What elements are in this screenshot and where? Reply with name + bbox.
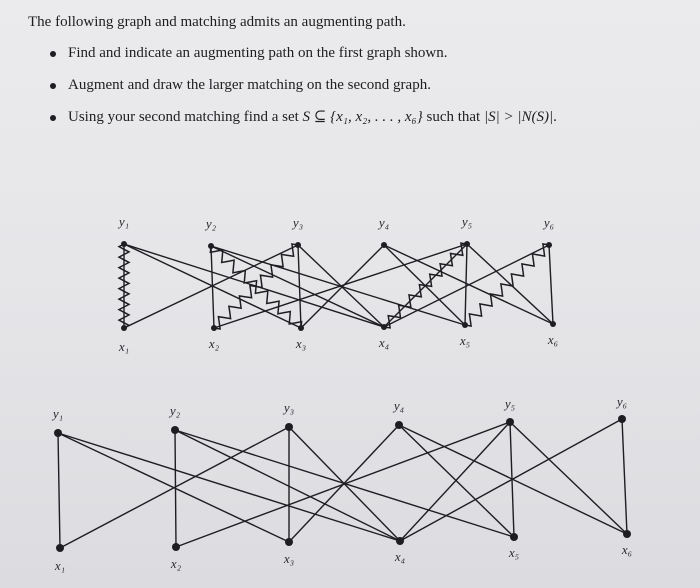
edge-y2-x4 xyxy=(175,430,400,541)
hall-condition: |S| > |N(S)| xyxy=(483,109,554,125)
vertex-x1 xyxy=(56,544,64,552)
bullet-icon xyxy=(50,115,56,121)
edge-y5-x4 xyxy=(400,422,510,541)
edge-y5-x5 xyxy=(465,244,467,325)
label-x3: x₃ xyxy=(295,336,307,351)
label-x1: x₁ xyxy=(118,339,130,354)
second-graph xyxy=(0,398,700,583)
label-y4: y₄ xyxy=(378,215,390,230)
vertex-y6 xyxy=(546,242,552,248)
label-y2: y₂ xyxy=(169,403,181,418)
label-y2: y₂ xyxy=(205,216,217,231)
vertex-y2 xyxy=(171,426,179,434)
bullet-icon xyxy=(50,51,56,57)
vertex-y4 xyxy=(381,242,387,248)
vertex-y3 xyxy=(295,242,301,248)
vertex-x5 xyxy=(462,322,468,328)
label-y3: y₃ xyxy=(283,400,295,415)
vertex-y5 xyxy=(464,241,470,247)
matching-edge-y6-x5 xyxy=(465,244,549,326)
label-y4: y₄ xyxy=(393,398,405,413)
vertex-x2 xyxy=(172,543,180,551)
edge-y2-x2 xyxy=(175,430,176,547)
edge-y6-x6 xyxy=(622,419,627,534)
vertex-y3 xyxy=(285,423,293,431)
vertex-x4 xyxy=(396,537,404,545)
task-text: Augment and draw the larger matching on the second graph. xyxy=(68,77,431,93)
task-item-3 xyxy=(50,107,678,127)
label-y6: y₆ xyxy=(616,398,628,409)
label-y3: y₃ xyxy=(292,215,304,230)
task-text-before: Using your second matching find a set xyxy=(68,109,303,125)
task-text-after: . xyxy=(553,109,557,125)
vertex-x1 xyxy=(121,325,127,331)
task-text: Find and indicate an augmenting path on the first graph shown. xyxy=(68,45,448,61)
edge-y5-x6 xyxy=(510,422,627,534)
vertex-y2 xyxy=(208,243,214,249)
set-expression: S ⊆ {x₁, x₂, . . . , x₆} xyxy=(302,109,423,125)
edge-y6-x6 xyxy=(549,245,553,324)
label-x5: x₅ xyxy=(508,545,520,560)
label-y5: y₅ xyxy=(504,398,516,411)
vertex-x5 xyxy=(510,533,518,541)
task-item-1 xyxy=(50,43,678,63)
label-x1: x₁ xyxy=(54,558,66,573)
vertex-y1 xyxy=(121,241,127,247)
first-graph xyxy=(0,210,700,360)
vertex-x3 xyxy=(298,325,304,331)
vertex-x3 xyxy=(285,538,293,546)
problem-intro: The following graph and matching admits an augmenting path. xyxy=(28,14,406,30)
label-x2: x₂ xyxy=(208,336,220,351)
task-item-2 xyxy=(50,75,678,95)
vertex-y6 xyxy=(618,415,626,423)
label-x4: x₄ xyxy=(378,335,390,350)
vertex-y5 xyxy=(506,418,514,426)
label-x4: x₄ xyxy=(394,549,406,564)
vertex-x6 xyxy=(623,530,631,538)
edge-y1-x1 xyxy=(58,433,60,548)
label-x5: x₅ xyxy=(459,333,471,348)
vertex-x6 xyxy=(550,321,556,327)
matching-edge-y3-x2 xyxy=(214,244,298,329)
task-list xyxy=(28,43,678,127)
vertex-x2 xyxy=(211,325,217,331)
label-x6: x₆ xyxy=(547,332,559,347)
vertex-y4 xyxy=(395,421,403,429)
label-x3: x₃ xyxy=(283,551,295,566)
bullet-icon xyxy=(50,83,56,89)
label-y1: y₁ xyxy=(118,214,130,229)
label-x6: x₆ xyxy=(621,542,633,557)
vertex-y1 xyxy=(54,429,62,437)
label-y1: y₁ xyxy=(52,406,64,421)
problem-statement xyxy=(28,14,678,139)
label-x2: x₂ xyxy=(170,556,182,571)
label-y5: y₅ xyxy=(461,214,473,229)
vertex-x4 xyxy=(381,324,387,330)
edge-y1-x4 xyxy=(58,433,400,541)
task-text-mid: such that xyxy=(422,109,484,125)
label-y6: y₆ xyxy=(543,215,555,230)
edge-y2-x4 xyxy=(211,246,384,327)
